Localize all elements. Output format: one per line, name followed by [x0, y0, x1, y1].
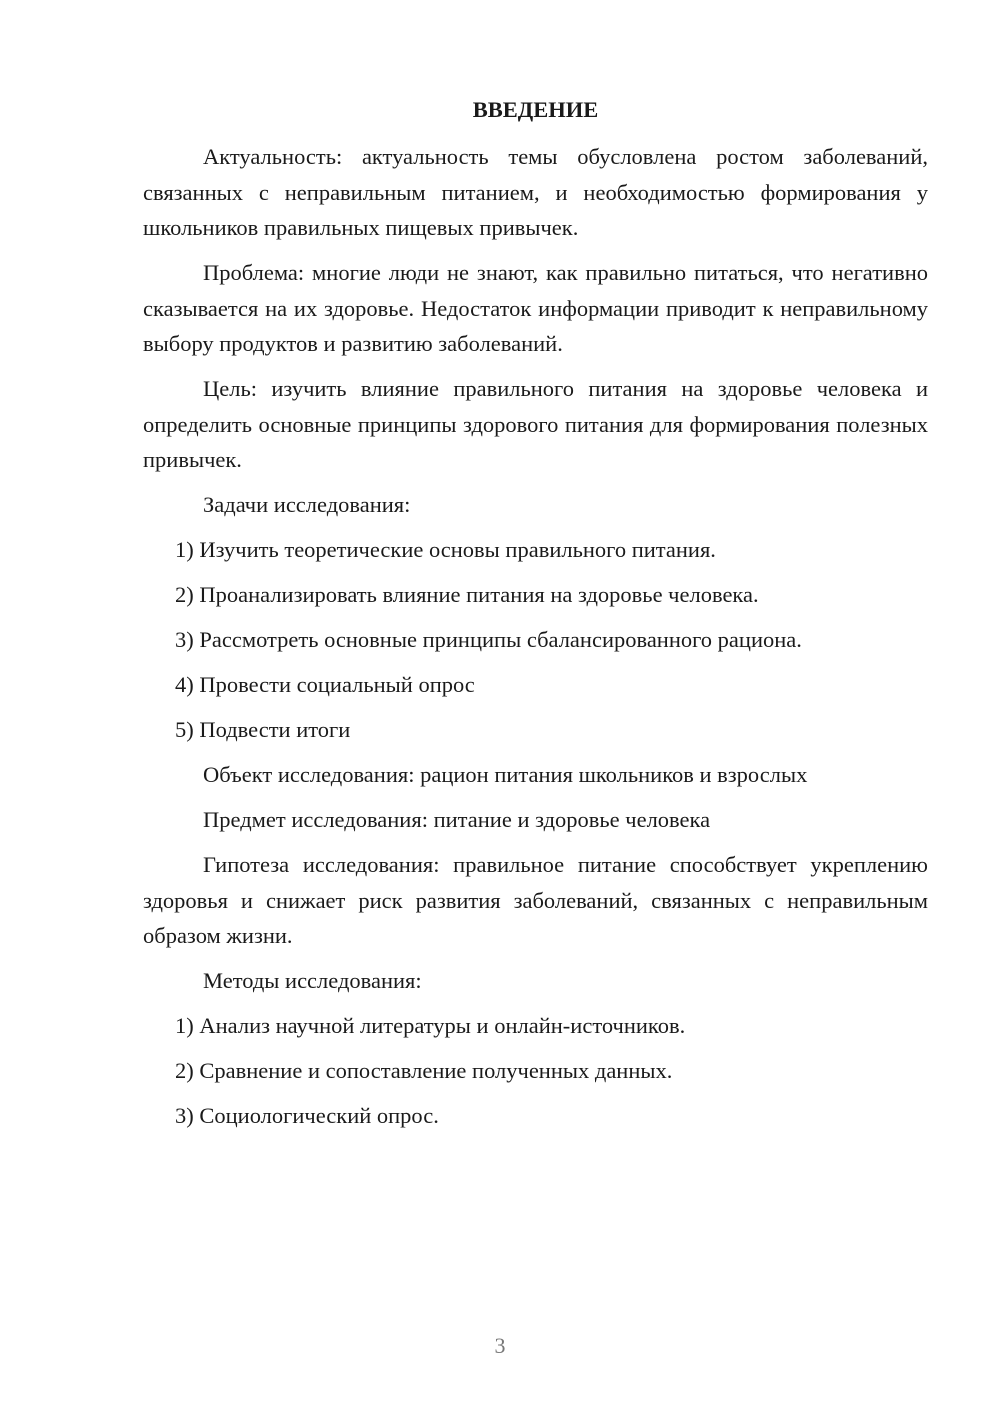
task-item: 2) Проанализировать влияние питания на здоровье человека.	[175, 582, 759, 607]
goal-paragraph: Цель: изучить влияние правильного питания на здоровье человека и определить основные принципы здорового питания для формирования полезных привычек.	[143, 376, 928, 472]
task-item: 4) Провести социальный опрос	[175, 672, 475, 697]
page-number: 3	[494, 1333, 506, 1358]
problem-paragraph: Проблема: многие люди не знают, как правильно питаться, что негативно сказывается на их здоровье. Недостаток информации приводит к неправильному выбору продуктов и развитию заболеваний.	[143, 260, 928, 356]
relevance-paragraph: Актуальность: актуальность темы обусловлена ростом заболеваний, связанных с неправильным питанием, и необходимостью формирования у школьников правильных пищевых привычек.	[143, 144, 928, 240]
page-content	[143, 92, 928, 1143]
method-item: 2) Сравнение и сопоставление полученных данных.	[175, 1058, 673, 1083]
task-item: 5) Подвести итоги	[175, 717, 351, 742]
tasks-list	[143, 532, 928, 748]
task-item: 3) Рассмотреть основные принципы сбалансированного рациона.	[175, 627, 802, 652]
hypothesis-paragraph: Гипотеза исследования: правильное питание способствует укреплению здоровья и снижает риск развития заболеваний, связанных с неправильным образом жизни.	[143, 852, 928, 948]
methods-list	[143, 1008, 928, 1134]
page-title: ВВЕДЕНИЕ	[472, 97, 599, 122]
subject-paragraph: Предмет исследования: питание и здоровье человека	[203, 807, 711, 832]
tasks-heading: Задачи исследования:	[203, 492, 411, 517]
method-item: 3) Социологический опрос.	[175, 1103, 439, 1128]
method-item: 1) Анализ научной литературы и онлайн-источников.	[175, 1013, 686, 1038]
task-item: 1) Изучить теоретические основы правильного питания.	[175, 537, 716, 562]
object-paragraph: Объект исследования: рацион питания школьников и взрослых	[203, 762, 808, 787]
methods-heading: Методы исследования:	[203, 968, 422, 993]
